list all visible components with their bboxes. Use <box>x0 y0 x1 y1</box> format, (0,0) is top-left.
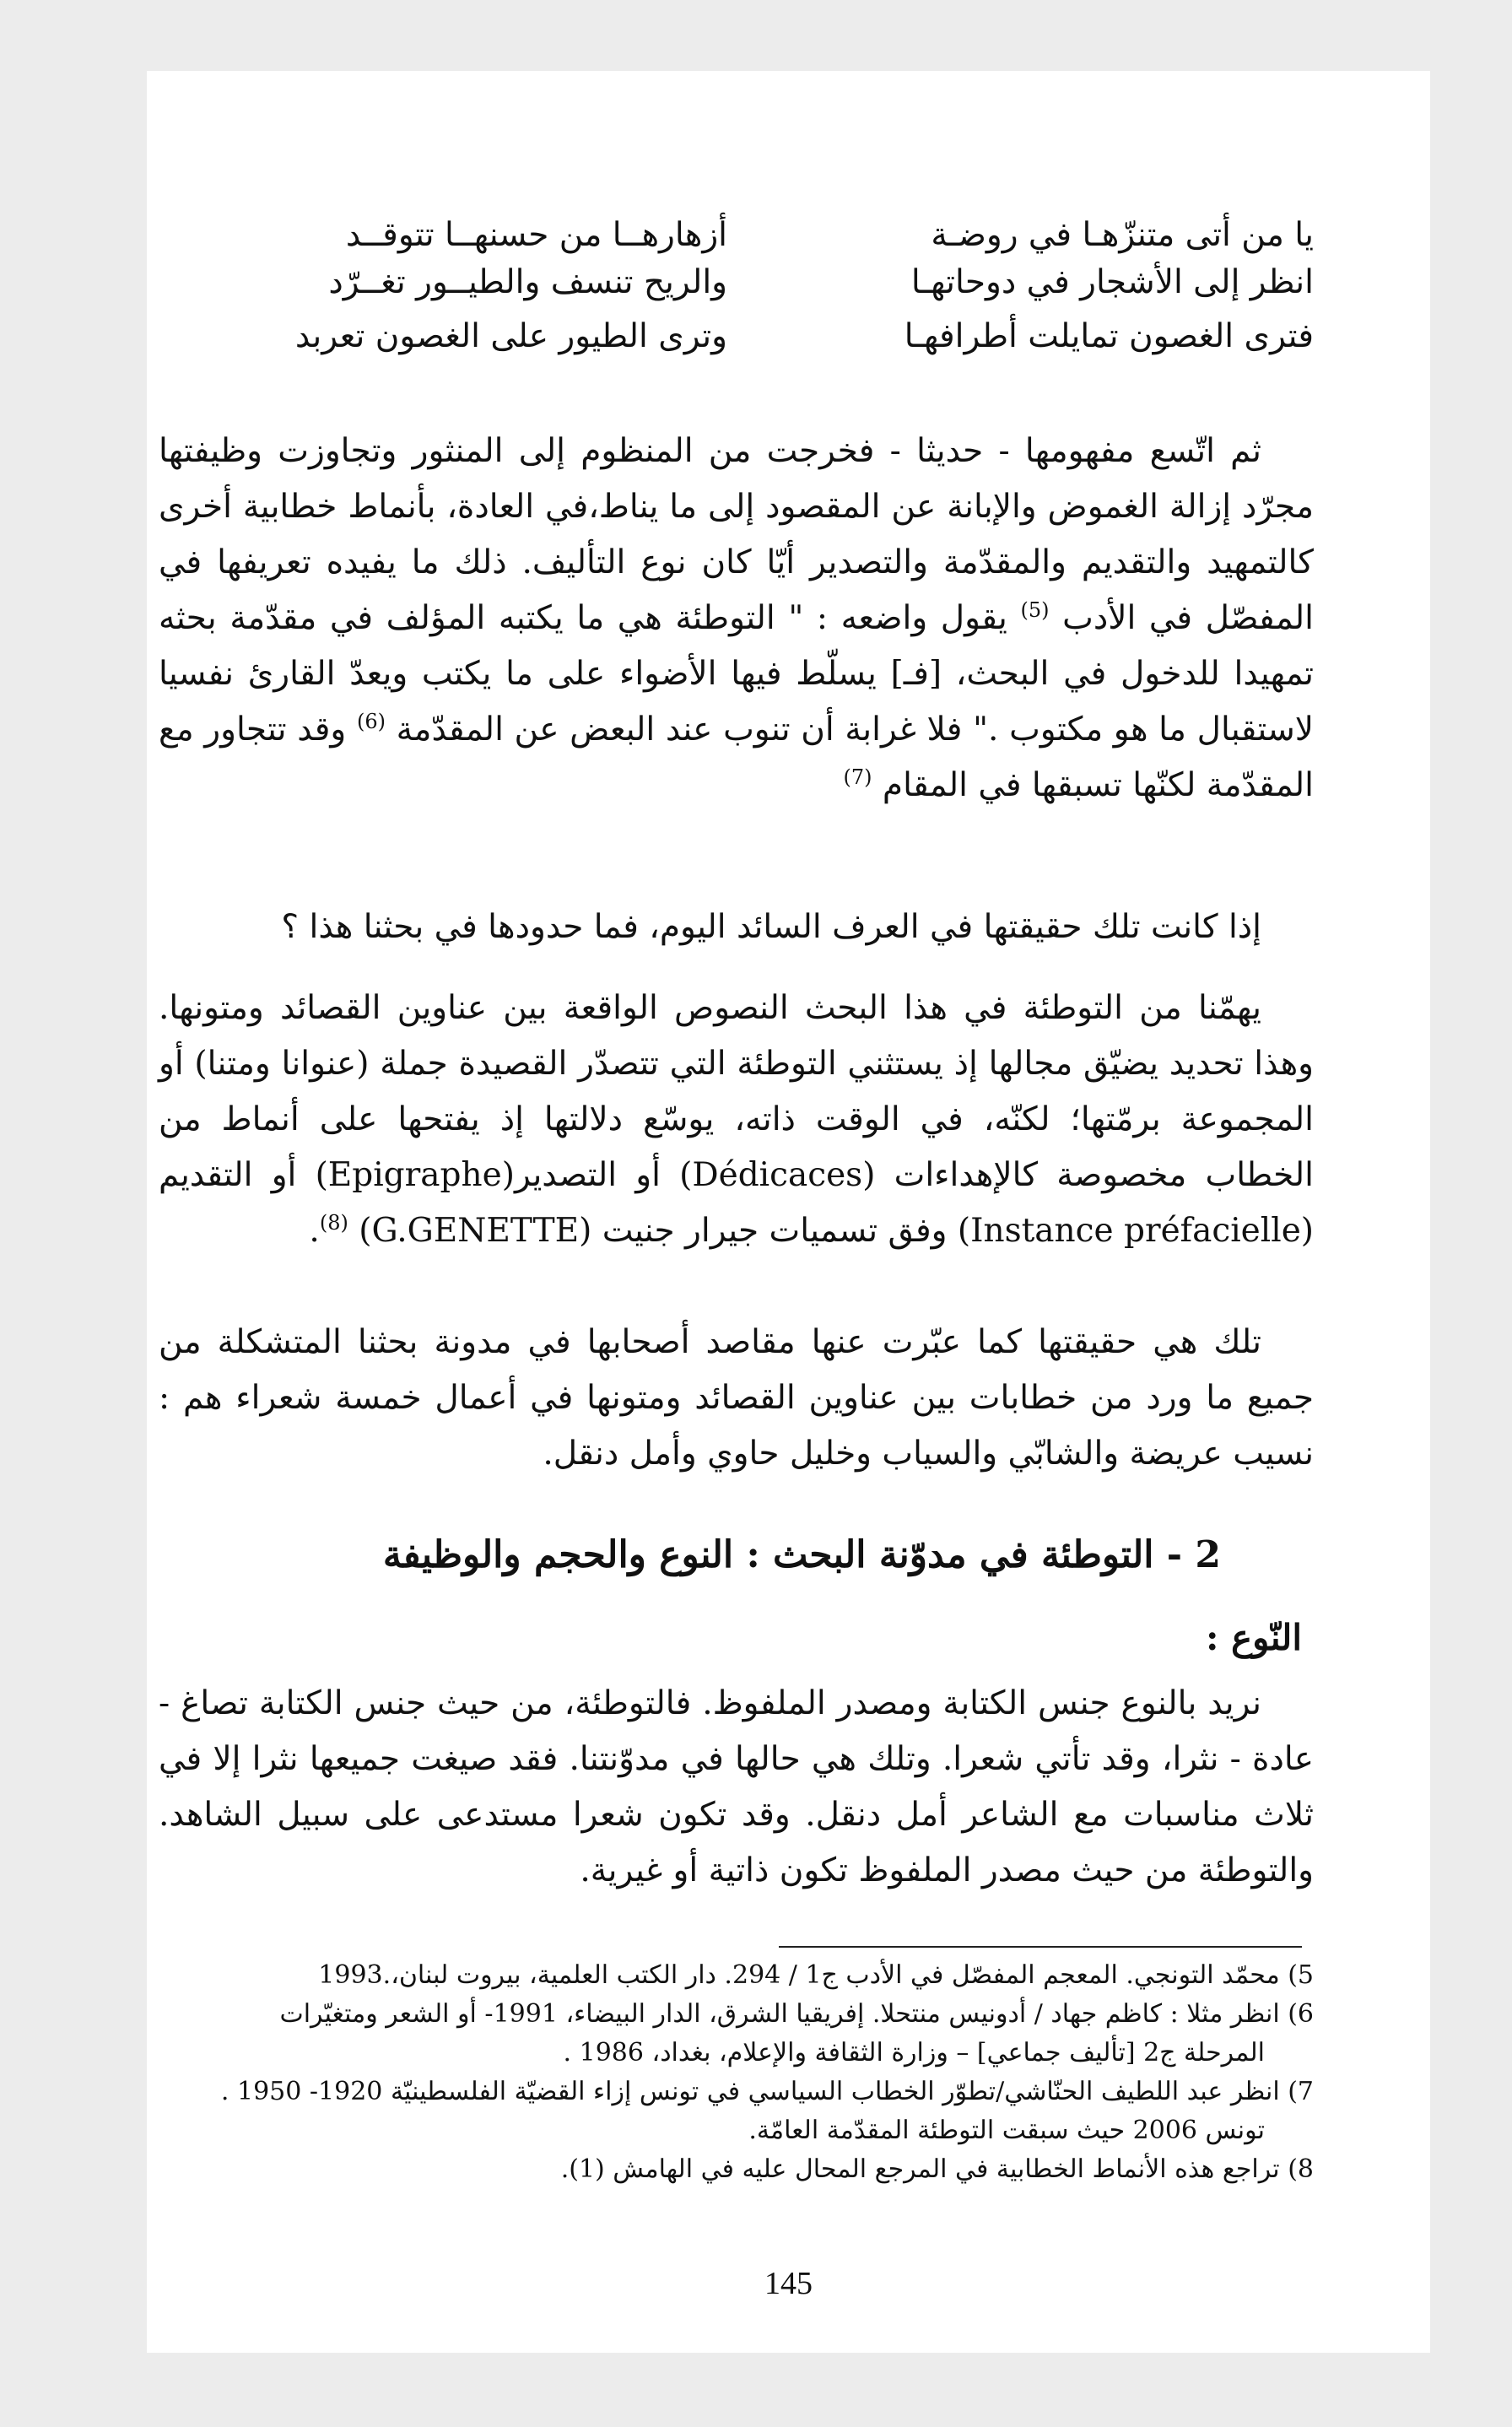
footnote: 7) انظر عبد اللطيف الحنّاشي/تطوّر الخطاب السياسي في تونس إزاء القضيّة الفلسطينيّة 1920- 1950 . <box>220 2077 1314 2106</box>
footnotes <box>159 1956 1314 2189</box>
poem-verse <box>200 253 1314 312</box>
section-heading: 2 - التوطئة في مدوّنة البحث : النوع والحجم والوظيفة <box>382 1533 1221 1576</box>
verse-second-hemistich: أزهارهــا من حسنهــا تتوقــد <box>345 216 727 254</box>
paragraph-text: نريد بالنوع جنس الكتابة ومصدر الملفوظ. فالتوطئة، من حيث جنس الكتابة تصاغ - عادة - نثرا، وقد تأتي شعرا. وتلك هي حالها في مدوّنتنا. فقد صيغت جميعها نثرا إلا في ثلاث مناسبات مع الشاعر أمل دنقل. وقد تكون شعرا مستدعى على سبيل الشاهد. والتوطئة من حيث مصدر الملفوظ تكون ذاتية أو غيرية. <box>159 1684 1314 1889</box>
paragraph-text: يقول واضعه : " التوطئة هي ما يكتبه المؤلف في مقدّمة بحثه تمهيدا للدخول في البحث، [فـ] يسلّط فيها الأضواء على ما يكتب ويعدّ القارئ نفسيا لاستقبال ما هو مكتوب ." فلا غرابة أن تنوب عند البعض عن المقدّمة <box>159 599 1315 749</box>
paragraph-text: إذا كانت تلك حقيقتها في العرف السائد اليوم، فما حدودها في بحثنا هذا ؟ <box>281 908 1261 946</box>
paragraph-text: وقد تتجاور مع المقدّمة لكنّها تسبقها في المقام <box>159 711 1314 804</box>
document-page <box>147 71 1430 2353</box>
paragraph-end: . <box>309 1212 320 1250</box>
footnote-ref: (8) <box>319 1211 348 1235</box>
latin-term: (Dédicaces) <box>679 1156 876 1194</box>
footnote-ref: (5) <box>1020 598 1050 622</box>
footnote-ref: (6) <box>356 710 386 733</box>
paragraph-text: ثم اتّسع مفهومها - حديثا - فخرجت من المنظوم إلى المنثور وتجاوزت وظيفتها مجرّد إزالة الغموض والإبانة عن المقصود إلى ما يناط،في العادة، بأنماط خطابية أخرى كالتمهيد والتقديم والمقدّمة والتصدير أيّا كان نوع التأليف. ذلك ما يفيده تعريفها في المفصّل في الأدب <box>159 432 1315 637</box>
paragraph-text: يهمّنا من التوطئة في هذا البحث النصوص الواقعة بين عناوين القصائد ومتونها. وهذا تحديد يضيّق مجالها إذ يستثني التوطئة التي تتصدّر القصيدة جملة (عنوانا ومتنا) أو المجموعة برمّتها؛ لكنّه، في الوقت ذاته، يوسّع دلالتها إذ يفتحها على أنماط من الخطاب مخصوصة كالإهداءات <box>159 989 1314 1194</box>
latin-term: (G.GENETTE) <box>359 1212 592 1250</box>
paragraph-scope <box>159 981 1314 1259</box>
verse-second-hemistich: وترى الطيور على الغصون تعربد <box>294 317 727 355</box>
latin-term: (Instance préfacielle) <box>957 1212 1314 1250</box>
subheading: النّوع : <box>1205 1617 1302 1658</box>
verse-first-hemistich: فترى الغصون تمايلت أطرافهـا <box>904 317 1314 355</box>
verse-first-hemistich: يا من أتى متنزّهـا في روضـة <box>931 216 1314 254</box>
footnote-separator <box>779 1946 1302 1948</box>
footnote-ref: (7) <box>843 765 872 789</box>
verse-second-hemistich: والريح تنسف والطيــور تغــرّد <box>328 263 727 301</box>
footnote-continuation: المرحلة ج2 [تأليف جماعي] – وزارة الثقافة والإعلام، بغداد، 1986 . <box>563 2038 1265 2068</box>
footnote: 6) انظر مثلا : كاظم جهاد / أدونيس منتحلا. إفريقيا الشرق، الدار البيضاء، 1991- أو الشعر ومتغيّرات <box>279 1999 1314 2029</box>
footnote-continuation: تونس 2006 حيث سبقت التوطئة المقدّمة العامّة. <box>748 2116 1265 2145</box>
footnote: 8) تراجع هذه الأنماط الخطابية في المرجع المحال عليه في الهامش (1). <box>560 2154 1314 2184</box>
paragraph-definition <box>159 424 1314 814</box>
paragraph-corpus <box>159 1315 1314 1482</box>
paragraph-type <box>159 1676 1314 1899</box>
verse-first-hemistich: انظر إلى الأشجار في دوحاتهـا <box>910 263 1314 301</box>
latin-term: (Epigraphe) <box>315 1156 515 1194</box>
footnote: 5) محمّد التونجي. المعجم المفصّل في الأدب ج1 / 294. دار الكتب العلمية، بيروت لبنان،.1993 <box>318 1960 1314 1990</box>
page-number: 145 <box>764 2266 813 2301</box>
paragraph-text: أو التقديم <box>159 1156 297 1194</box>
poem-verse <box>200 307 1314 366</box>
paragraph-text: وفق تسميات جيرار جنيت <box>602 1212 948 1250</box>
paragraph-text: أو التصدير <box>514 1156 661 1194</box>
paragraph-question <box>159 900 1314 955</box>
paragraph-text: تلك هي حقيقتها كما عبّرت عنها مقاصد أصحابها في مدونة بحثنا المتشكلة من جميع ما ورد من خطابات بين عناوين القصائد ومتونها في أعمال خمسة شعراء هم : نسيب عريضة والشابّي والسياب وخليل حاوي وأمل دنقل. <box>159 1323 1314 1473</box>
